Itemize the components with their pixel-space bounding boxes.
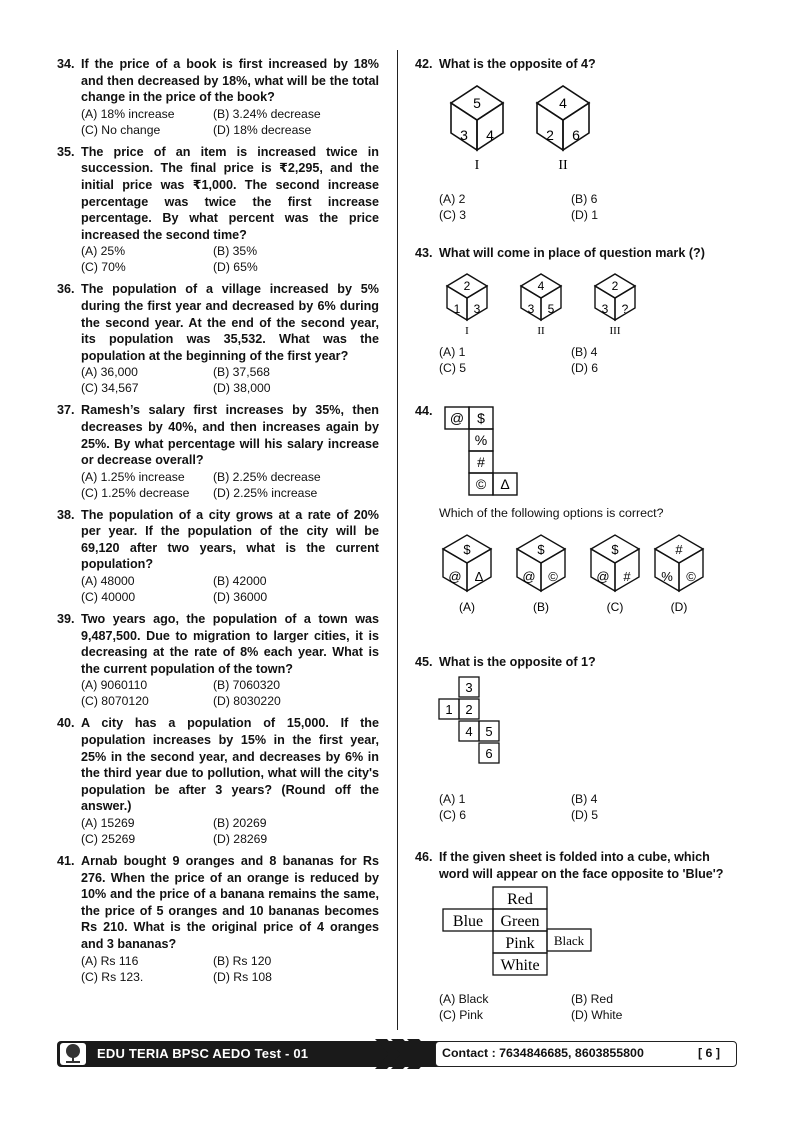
option-a: (A) 36,000 bbox=[81, 365, 138, 380]
question-text: If the price of a book is first increased by 18% and then decreased by 18%, what will be the total change in the price of the book? bbox=[81, 57, 379, 105]
q45-net-figure bbox=[437, 675, 527, 775]
option-d: (D) 28269 bbox=[213, 832, 268, 846]
option-a: (A) 18% increase bbox=[81, 106, 175, 121]
option-a: (A) 1.25% increase bbox=[81, 469, 185, 484]
q43-dice-figure bbox=[437, 266, 657, 336]
option-c: (C) 34,567 bbox=[81, 381, 139, 396]
option-c: (C) 5 bbox=[439, 361, 467, 375]
cube-a-right: Δ bbox=[474, 569, 484, 584]
cube-c-label: (C) bbox=[606, 600, 624, 614]
die-3-right: ? bbox=[621, 302, 629, 316]
option-c: (C) Pink bbox=[439, 1008, 484, 1022]
option-c: (C) Rs 123. bbox=[81, 969, 144, 984]
options bbox=[415, 191, 740, 223]
question-38 bbox=[57, 507, 379, 605]
options bbox=[57, 243, 379, 275]
question-46 bbox=[415, 849, 740, 1023]
question-text: The population of a city grows at a rate of 20% per year. If the population of the city will be 69,120 after two years, what is the current population? bbox=[81, 507, 379, 572]
net-face-black: Black bbox=[553, 933, 585, 948]
question-text: What will come in place of question mark (?) bbox=[439, 246, 705, 260]
cube-d-label: (D) bbox=[670, 600, 688, 614]
option-b: (B) 7060320 bbox=[213, 678, 281, 693]
question-45 bbox=[415, 654, 740, 843]
net-face-white: White bbox=[500, 957, 540, 974]
question-number: 43. bbox=[415, 246, 433, 260]
question-43 bbox=[415, 245, 740, 397]
q42-dice-figure bbox=[437, 73, 627, 173]
question-39 bbox=[57, 611, 379, 709]
question-text: What is the opposite of 1? bbox=[439, 655, 596, 669]
option-a: (A) Rs 116 bbox=[81, 953, 139, 968]
die-2-top: 4 bbox=[537, 279, 545, 293]
option-a: (A) 1 bbox=[439, 345, 466, 359]
cube-d-top: # bbox=[675, 542, 683, 557]
option-a: (A) 15269 bbox=[81, 816, 135, 830]
die-1-label: I bbox=[474, 158, 480, 173]
question-text: The population of a village increased by 5% during the first year and decreased by 6% during the second year. At the end of the second year, its population was 35,532. What was the population at the beginning of the first year? bbox=[81, 282, 379, 363]
die-1-right: 3 bbox=[473, 302, 481, 316]
net-face-6: 6 bbox=[485, 746, 493, 761]
footer-contact-box bbox=[435, 1041, 737, 1067]
contact-text: Contact : 7634846685, 8603855800 bbox=[442, 1046, 644, 1060]
option-a: (A) 48000 bbox=[81, 574, 135, 589]
question-text: Two years ago, the population of a town was 9,487,500. Due to migration to larger cities, it is decreasing at the rate of 8% each year. What is the current population of the town? bbox=[81, 612, 379, 676]
option-c: (C) No change bbox=[81, 122, 161, 137]
option-c: (C) 70% bbox=[81, 260, 126, 275]
options bbox=[57, 815, 379, 847]
cube-b-label: (B) bbox=[533, 600, 549, 614]
cube-c-right: # bbox=[623, 569, 631, 584]
right-column bbox=[415, 56, 740, 1029]
cube-b-top: $ bbox=[537, 542, 545, 557]
question-number: 36. bbox=[57, 282, 75, 297]
net-face-5: © bbox=[475, 476, 487, 492]
option-d: (D) White bbox=[571, 1008, 623, 1022]
question-42 bbox=[415, 56, 740, 239]
net-face-1: @ bbox=[449, 410, 465, 426]
option-a: (A) 9060110 bbox=[81, 678, 148, 693]
option-d: (D) Rs 108 bbox=[213, 969, 272, 984]
options bbox=[415, 791, 740, 823]
question-44 bbox=[415, 403, 740, 648]
option-d: (D) 2.25% increase bbox=[213, 485, 318, 500]
die-1-top: 2 bbox=[463, 279, 471, 293]
cube-b-left: @ bbox=[522, 569, 536, 584]
option-d: (D) 18% decrease bbox=[213, 122, 312, 137]
cube-d-right: © bbox=[686, 569, 696, 584]
option-c: (C) 25269 bbox=[81, 832, 136, 846]
question-number: 40. bbox=[57, 716, 75, 731]
die-3-left: 3 bbox=[601, 302, 609, 316]
net-face-3: % bbox=[474, 432, 488, 448]
options bbox=[415, 991, 740, 1023]
question-text: Arnab bought 9 oranges and 8 bananas for Rs 276. When the price of an orange is reduced by 10% and the price of a banana remains the same, the price of 5 oranges and 10 bananas becomes Rs 210. What is the original price of 4 oranges and 3 bananas? bbox=[81, 854, 379, 951]
die-1-left: 3 bbox=[460, 127, 468, 143]
option-b: (B) 4 bbox=[571, 792, 598, 806]
option-b: (B) 20269 bbox=[213, 816, 267, 830]
question-number: 35. bbox=[57, 144, 75, 159]
question-text: The price of an item is increased twice in succession. The final price is ₹2,295, and the initial price was ₹1,000. The second increase percentage was twice the first increase percentage. By what percent was the price increased the second time? bbox=[81, 144, 379, 242]
options bbox=[57, 364, 379, 396]
cube-a-top: $ bbox=[463, 542, 471, 557]
options bbox=[57, 469, 379, 501]
die-2-right: 6 bbox=[572, 127, 580, 143]
option-b: (B) 2.25% decrease bbox=[213, 469, 321, 484]
tree-logo-icon bbox=[60, 1043, 86, 1065]
cube-d-left: % bbox=[661, 569, 673, 584]
die-3-top: 2 bbox=[611, 279, 619, 293]
die-2-left: 3 bbox=[527, 302, 535, 316]
question-37 bbox=[57, 402, 379, 500]
option-d: (D) 36000 bbox=[213, 590, 268, 605]
cube-c-top: $ bbox=[611, 542, 619, 557]
option-a: (A) 2 bbox=[439, 192, 466, 206]
left-column bbox=[57, 56, 379, 991]
option-b: (B) 37,568 bbox=[213, 365, 270, 380]
footer-title: EDU TERIA BPSC AEDO Test - 01 bbox=[97, 1046, 309, 1061]
option-c: (C) 3 bbox=[439, 208, 467, 222]
q44-options-figure bbox=[437, 525, 737, 630]
question-number: 45. bbox=[415, 655, 433, 669]
question-41 bbox=[57, 853, 379, 985]
question-number: 44. bbox=[415, 404, 433, 418]
options bbox=[57, 677, 379, 709]
option-a: (A) 1 bbox=[439, 792, 466, 806]
option-d: (D) 8030220 bbox=[213, 694, 281, 709]
option-d: (D) 38,000 bbox=[213, 381, 271, 396]
net-face-pink: Pink bbox=[505, 935, 535, 952]
column-divider bbox=[397, 50, 398, 1030]
option-d: (D) 6 bbox=[571, 361, 599, 375]
net-face-2: $ bbox=[477, 410, 485, 426]
cube-c-left: @ bbox=[596, 569, 610, 584]
die-2-label: II bbox=[558, 158, 568, 173]
option-a: (A) Black bbox=[439, 992, 489, 1006]
die-1-top: 5 bbox=[473, 95, 481, 111]
die-1-left: 1 bbox=[453, 302, 461, 316]
die-2-right: 5 bbox=[547, 302, 555, 316]
option-c: (C) 1.25% decrease bbox=[81, 485, 190, 500]
question-statement: Which of the following options is correct? bbox=[439, 506, 664, 520]
question-number: 41. bbox=[57, 854, 75, 868]
option-b: (B) Rs 120 bbox=[213, 953, 272, 968]
option-b: (B) 6 bbox=[571, 192, 598, 206]
option-b: (B) 42000 bbox=[213, 574, 267, 589]
question-number: 46. bbox=[415, 850, 433, 864]
question-text: A city has a population of 15,000. If the population increases by 15% in the first year, 25% in the second year, and decreases by 6% in the third year due to pollution, what will the city's population be after 3 years? (Round off the answer.) bbox=[81, 716, 379, 814]
die-3-label: III bbox=[609, 325, 621, 336]
net-face-4: 4 bbox=[465, 724, 473, 739]
options bbox=[415, 344, 740, 376]
cube-b-right: © bbox=[548, 569, 558, 584]
die-1-label: I bbox=[465, 325, 469, 336]
option-d: (D) 1 bbox=[571, 208, 599, 222]
question-36 bbox=[57, 281, 379, 396]
option-d: (D) 65% bbox=[213, 260, 258, 275]
option-b: (B) 3.24% decrease bbox=[213, 106, 321, 121]
net-face-4: # bbox=[477, 454, 485, 470]
option-d: (D) 5 bbox=[571, 808, 599, 822]
cube-a-label: (A) bbox=[459, 600, 475, 614]
option-a: (A) 25% bbox=[81, 244, 126, 259]
die-2-top: 4 bbox=[559, 95, 567, 111]
cube-a-left: @ bbox=[448, 569, 462, 584]
question-number: 34. bbox=[57, 57, 75, 71]
options bbox=[57, 573, 379, 605]
question-number: 42. bbox=[415, 57, 433, 71]
question-number: 37. bbox=[57, 403, 75, 418]
question-number: 39. bbox=[57, 612, 75, 627]
question-list bbox=[57, 56, 379, 985]
net-face-blue: Blue bbox=[452, 913, 484, 930]
option-c: (C) 6 bbox=[439, 808, 467, 822]
question-34 bbox=[57, 56, 379, 138]
question-number: 38. bbox=[57, 507, 75, 522]
page-footer bbox=[57, 1039, 737, 1069]
net-face-3: 2 bbox=[465, 702, 473, 717]
question-text: Ramesh’s salary first increases by 35%, then decreases by 40%, and then increases again by 25%. By what percentage will his salary increase or decrease overall? bbox=[81, 403, 379, 468]
die-1-right: 4 bbox=[486, 127, 494, 143]
question-35 bbox=[57, 144, 379, 276]
option-c: (C) 8070120 bbox=[81, 694, 149, 709]
net-face-1: 3 bbox=[465, 680, 473, 695]
option-b: (B) 4 bbox=[571, 345, 598, 359]
net-face-5: 5 bbox=[485, 724, 493, 739]
net-face-red: Red bbox=[507, 891, 533, 908]
net-face-green: Green bbox=[500, 913, 540, 930]
options bbox=[57, 953, 379, 985]
option-b: (B) 35% bbox=[213, 244, 258, 259]
die-2-left: 2 bbox=[546, 127, 554, 143]
net-face-2: 1 bbox=[445, 702, 453, 717]
option-b: (B) Red bbox=[571, 992, 613, 1006]
page-number: [ 6 ] bbox=[697, 1046, 720, 1060]
option-c: (C) 40000 bbox=[81, 590, 136, 605]
q46-net-figure bbox=[439, 885, 619, 985]
net-face-6: Δ bbox=[500, 476, 510, 492]
question-text: What is the opposite of 4? bbox=[439, 57, 596, 71]
question-text: If the given sheet is folded into a cube, which word will appear on the face opposite to 'Blue'? bbox=[439, 850, 724, 881]
die-2-label: II bbox=[537, 325, 545, 336]
options bbox=[57, 106, 379, 138]
question-40 bbox=[57, 715, 379, 847]
q44-net-figure bbox=[439, 403, 529, 503]
